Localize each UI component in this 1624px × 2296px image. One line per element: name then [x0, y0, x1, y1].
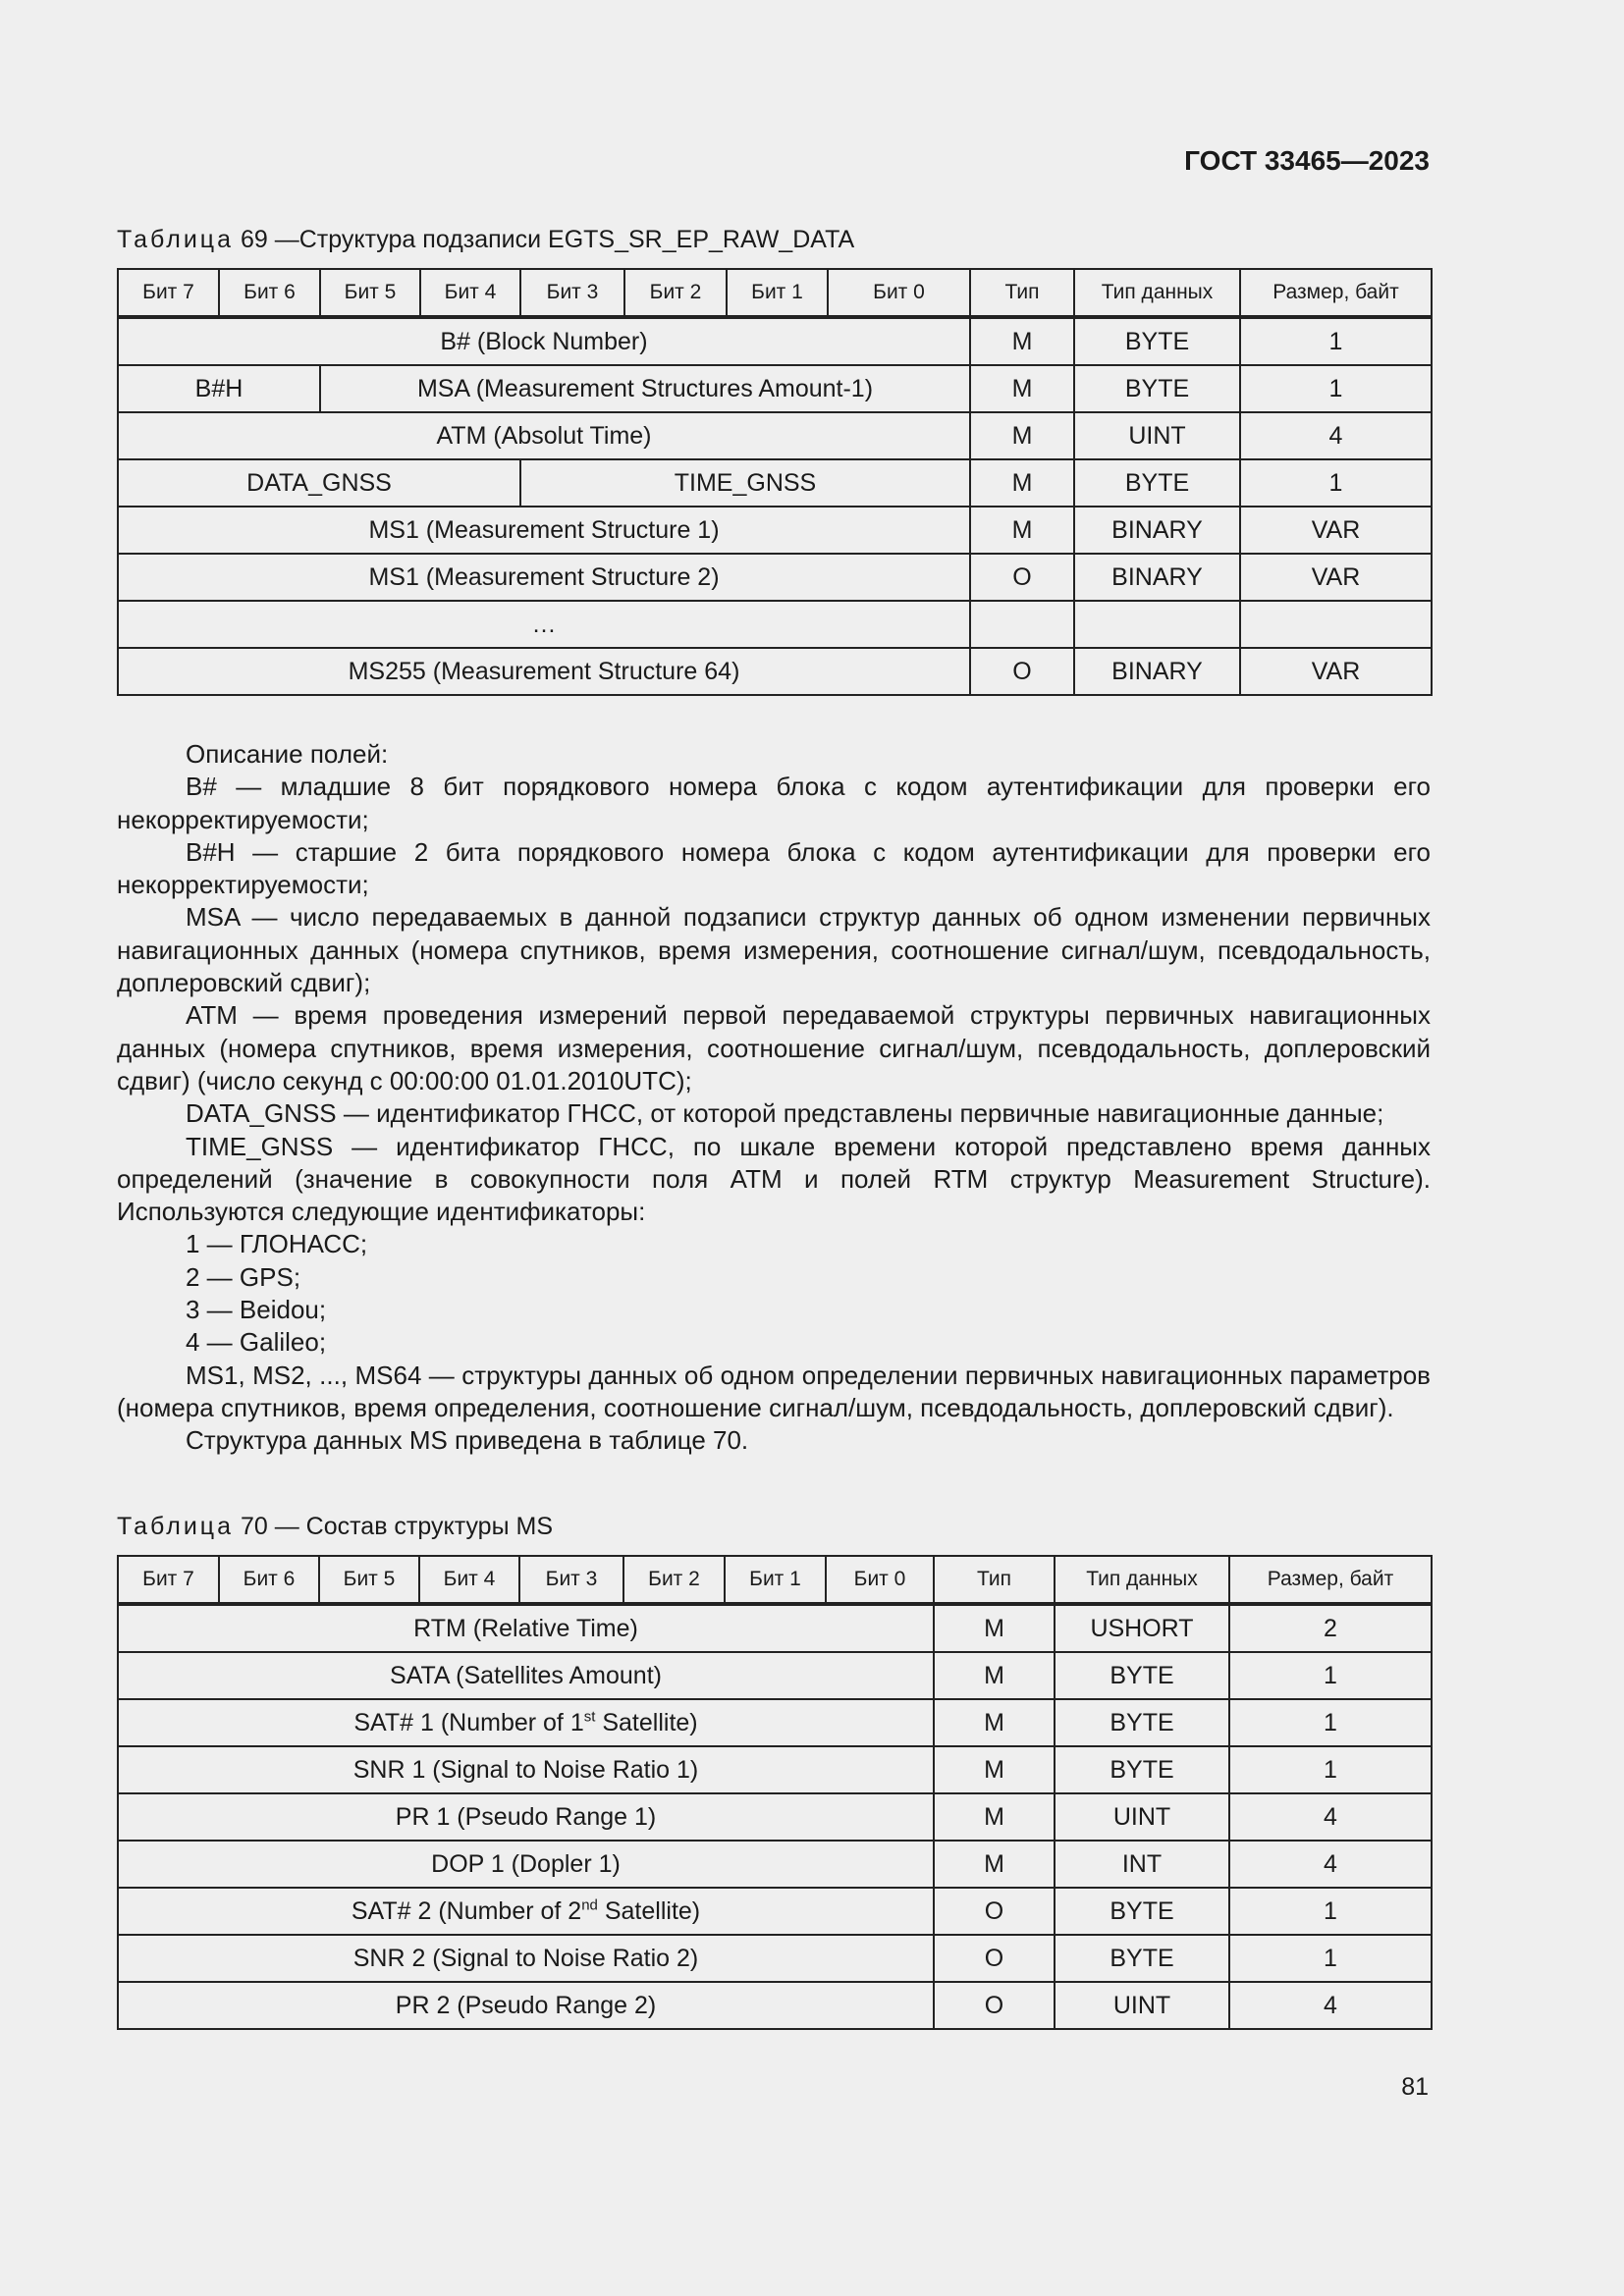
size-cell: VAR — [1240, 554, 1432, 601]
table-69 — [117, 268, 1433, 696]
header-cell: Бит 3 — [520, 269, 624, 317]
field-cell: PR 2 (Pseudo Range 2) — [118, 1982, 934, 2029]
table-row — [118, 1935, 1432, 1982]
header-cell: Тип данных — [1055, 1556, 1229, 1604]
type-cell: O — [970, 648, 1074, 695]
datatype-cell: INT — [1055, 1841, 1229, 1888]
size-cell: VAR — [1240, 507, 1432, 554]
type-cell: M — [934, 1699, 1055, 1746]
table-row — [118, 1746, 1432, 1793]
field-cell — [118, 1888, 934, 1935]
datatype-cell: BYTE — [1074, 365, 1240, 412]
size-cell: 1 — [1229, 1935, 1432, 1982]
datatype-cell: USHORT — [1055, 1604, 1229, 1652]
datatype-cell: BYTE — [1055, 1935, 1229, 1982]
description-paragraph: B# — младшие 8 бит порядкового номера блока с кодом аутентификации для проверки его некорректируемости; — [117, 772, 1431, 834]
field-cell: B# (Block Number) — [118, 317, 970, 365]
description-paragraph: TIME_GNSS — идентификатор ГНСС, по шкале времени которой представлено время данных определений (значение в совокупности поля ATM и полей RTM структур Measurement Structure). Используются следующие идентификаторы: — [117, 1131, 1431, 1227]
description-paragraph: ATM — время проведения измерений первой передаваемой структуры первичных навигационных данных (номера спутников, время измерения, соотношение сигнал/шум, псевдодальность, доплеровский сдвиг) (число секунд с 00:00:00 01.01.2010UTC); — [117, 1000, 1431, 1095]
table-header-row — [118, 1556, 1432, 1604]
table-69-caption — [117, 226, 854, 254]
header-cell: Бит 2 — [624, 269, 727, 317]
type-cell: M — [934, 1604, 1055, 1652]
table-70 — [117, 1555, 1433, 2030]
page-number: 81 — [1401, 2073, 1429, 2101]
caption-label: Таблица — [117, 226, 235, 253]
datatype-cell: BYTE — [1055, 1888, 1229, 1935]
field-text: Satellite) — [595, 1708, 698, 1736]
header-cell: Бит 0 — [826, 1556, 934, 1604]
table-row — [118, 412, 1432, 459]
header-cell: Тип — [934, 1556, 1055, 1604]
table-70-caption — [117, 1513, 553, 1541]
identifier-item: 3 — Beidou; — [186, 1295, 327, 1325]
field-cell: RTM (Relative Time) — [118, 1604, 934, 1652]
header-cell: Бит 1 — [727, 269, 828, 317]
size-cell — [1240, 601, 1432, 648]
identifier-item: 1 — ГЛОНАСС; — [186, 1229, 368, 1259]
size-cell: 1 — [1229, 1652, 1432, 1699]
table-header-row — [118, 269, 1432, 317]
field-cell: … — [118, 601, 970, 648]
field-cell: TIME_GNSS — [520, 459, 970, 507]
size-cell: 1 — [1229, 1888, 1432, 1935]
description-paragraph: DATA_GNSS — идентификатор ГНСС, от которой представлены первичные навигационные данные; — [186, 1098, 1384, 1129]
datatype-cell: BYTE — [1055, 1699, 1229, 1746]
datatype-cell: BINARY — [1074, 648, 1240, 695]
field-text: SAT# 2 (Number of 2 — [351, 1896, 582, 1925]
header-cell: Тип — [970, 269, 1074, 317]
size-cell: 4 — [1240, 412, 1432, 459]
header-cell: Бит 7 — [118, 269, 219, 317]
header-cell: Размер, байт — [1240, 269, 1432, 317]
table-row — [118, 1888, 1432, 1935]
description-paragraph: Структура данных MS приведена в таблице 70. — [186, 1425, 749, 1456]
type-cell: M — [934, 1793, 1055, 1841]
ordinal-suffix: nd — [581, 1896, 598, 1914]
table-row — [118, 1604, 1432, 1652]
type-cell: M — [970, 412, 1074, 459]
table-row — [118, 1793, 1432, 1841]
table-row — [118, 1699, 1432, 1746]
table-row — [118, 648, 1432, 695]
table-row — [118, 365, 1432, 412]
size-cell: 1 — [1240, 459, 1432, 507]
header-cell: Бит 4 — [419, 1556, 519, 1604]
type-cell: M — [934, 1652, 1055, 1699]
description-paragraph: MS1, MS2, ..., MS64 — структуры данных об одном определении первичных навигационных параметров (номера спутников, время определения, соотношение сигнал/шум, псевдодальность, доплеровский сдвиг). — [117, 1360, 1431, 1422]
identifier-item: 2 — GPS; — [186, 1261, 301, 1292]
caption-title: 70 — Состав структуры MS — [234, 1513, 553, 1540]
size-cell: 1 — [1240, 365, 1432, 412]
size-cell: 1 — [1229, 1746, 1432, 1793]
size-cell: 4 — [1229, 1793, 1432, 1841]
header-cell: Тип данных — [1074, 269, 1240, 317]
description-intro: Описание полей: — [186, 739, 389, 769]
description-paragraph: B#H — старшие 2 бита порядкового номера блока с кодом аутентификации для проверки его некорректируемости; — [117, 836, 1431, 900]
field-cell: DOP 1 (Dopler 1) — [118, 1841, 934, 1888]
size-cell: 4 — [1229, 1982, 1432, 2029]
type-cell: O — [970, 554, 1074, 601]
header-cell: Бит 5 — [320, 269, 420, 317]
table-row — [118, 601, 1432, 648]
header-cell: Бит 7 — [118, 1556, 219, 1604]
document-code: ГОСТ 33465—2023 — [1184, 145, 1430, 176]
header-cell: Бит 1 — [725, 1556, 826, 1604]
size-cell: 1 — [1240, 317, 1432, 365]
datatype-cell — [1074, 601, 1240, 648]
field-cell — [118, 1699, 934, 1746]
size-cell: VAR — [1240, 648, 1432, 695]
table-row — [118, 459, 1432, 507]
table-row — [118, 1652, 1432, 1699]
header-cell: Бит 5 — [319, 1556, 419, 1604]
size-cell: 2 — [1229, 1604, 1432, 1652]
header-cell: Размер, байт — [1229, 1556, 1432, 1604]
header-cell: Бит 6 — [219, 269, 320, 317]
field-cell: PR 1 (Pseudo Range 1) — [118, 1793, 934, 1841]
type-cell: M — [970, 365, 1074, 412]
ordinal-suffix: st — [583, 1708, 596, 1726]
table-row — [118, 317, 1432, 365]
type-cell: O — [934, 1888, 1055, 1935]
header-cell: Бит 6 — [219, 1556, 319, 1604]
table-row — [118, 507, 1432, 554]
description-paragraph: MSA — число передаваемых в данной подзаписи структур данных об одном изменении первичных навигационных данных (номера спутников, время измерения, соотношение сигнал/шум, псевдодальность, доплеровский сдвиг); — [117, 902, 1431, 998]
datatype-cell: BYTE — [1055, 1746, 1229, 1793]
datatype-cell: BYTE — [1055, 1652, 1229, 1699]
header-cell: Бит 3 — [519, 1556, 623, 1604]
caption-title: 69 —Структура подзаписи EGTS_SR_EP_RAW_DATA — [234, 226, 855, 253]
type-cell: M — [970, 459, 1074, 507]
field-text: SAT# 1 (Number of 1 — [353, 1708, 584, 1736]
field-cell: MS1 (Measurement Structure 1) — [118, 507, 970, 554]
header-cell: Бит 2 — [623, 1556, 725, 1604]
caption-label: Таблица — [117, 1513, 235, 1540]
type-cell: O — [934, 1982, 1055, 2029]
field-cell: DATA_GNSS — [118, 459, 520, 507]
header-cell: Бит 0 — [828, 269, 970, 317]
header-cell: Бит 4 — [420, 269, 520, 317]
field-cell: SNR 2 (Signal to Noise Ratio 2) — [118, 1935, 934, 1982]
datatype-cell: BYTE — [1074, 317, 1240, 365]
field-cell: MS255 (Measurement Structure 64) — [118, 648, 970, 695]
identifier-item: 4 — Galileo; — [186, 1327, 327, 1358]
field-cell: SNR 1 (Signal to Noise Ratio 1) — [118, 1746, 934, 1793]
field-cell: MS1 (Measurement Structure 2) — [118, 554, 970, 601]
field-cell: SATA (Satellites Amount) — [118, 1652, 934, 1699]
datatype-cell: BINARY — [1074, 554, 1240, 601]
fields-description — [117, 738, 1431, 1458]
datatype-cell: UINT — [1055, 1793, 1229, 1841]
type-cell — [970, 601, 1074, 648]
type-cell: M — [970, 507, 1074, 554]
size-cell: 4 — [1229, 1841, 1432, 1888]
field-text: Satellite) — [597, 1896, 701, 1925]
field-cell: MSA (Measurement Structures Amount-1) — [320, 365, 970, 412]
datatype-cell: UINT — [1074, 412, 1240, 459]
size-cell: 1 — [1229, 1699, 1432, 1746]
type-cell: M — [934, 1746, 1055, 1793]
datatype-cell: BINARY — [1074, 507, 1240, 554]
type-cell: O — [934, 1935, 1055, 1982]
datatype-cell: UINT — [1055, 1982, 1229, 2029]
type-cell: M — [970, 317, 1074, 365]
table-row — [118, 1982, 1432, 2029]
datatype-cell: BYTE — [1074, 459, 1240, 507]
table-row — [118, 554, 1432, 601]
type-cell: M — [934, 1841, 1055, 1888]
field-cell: ATM (Absolut Time) — [118, 412, 970, 459]
field-cell: B#H — [118, 365, 320, 412]
table-row — [118, 1841, 1432, 1888]
